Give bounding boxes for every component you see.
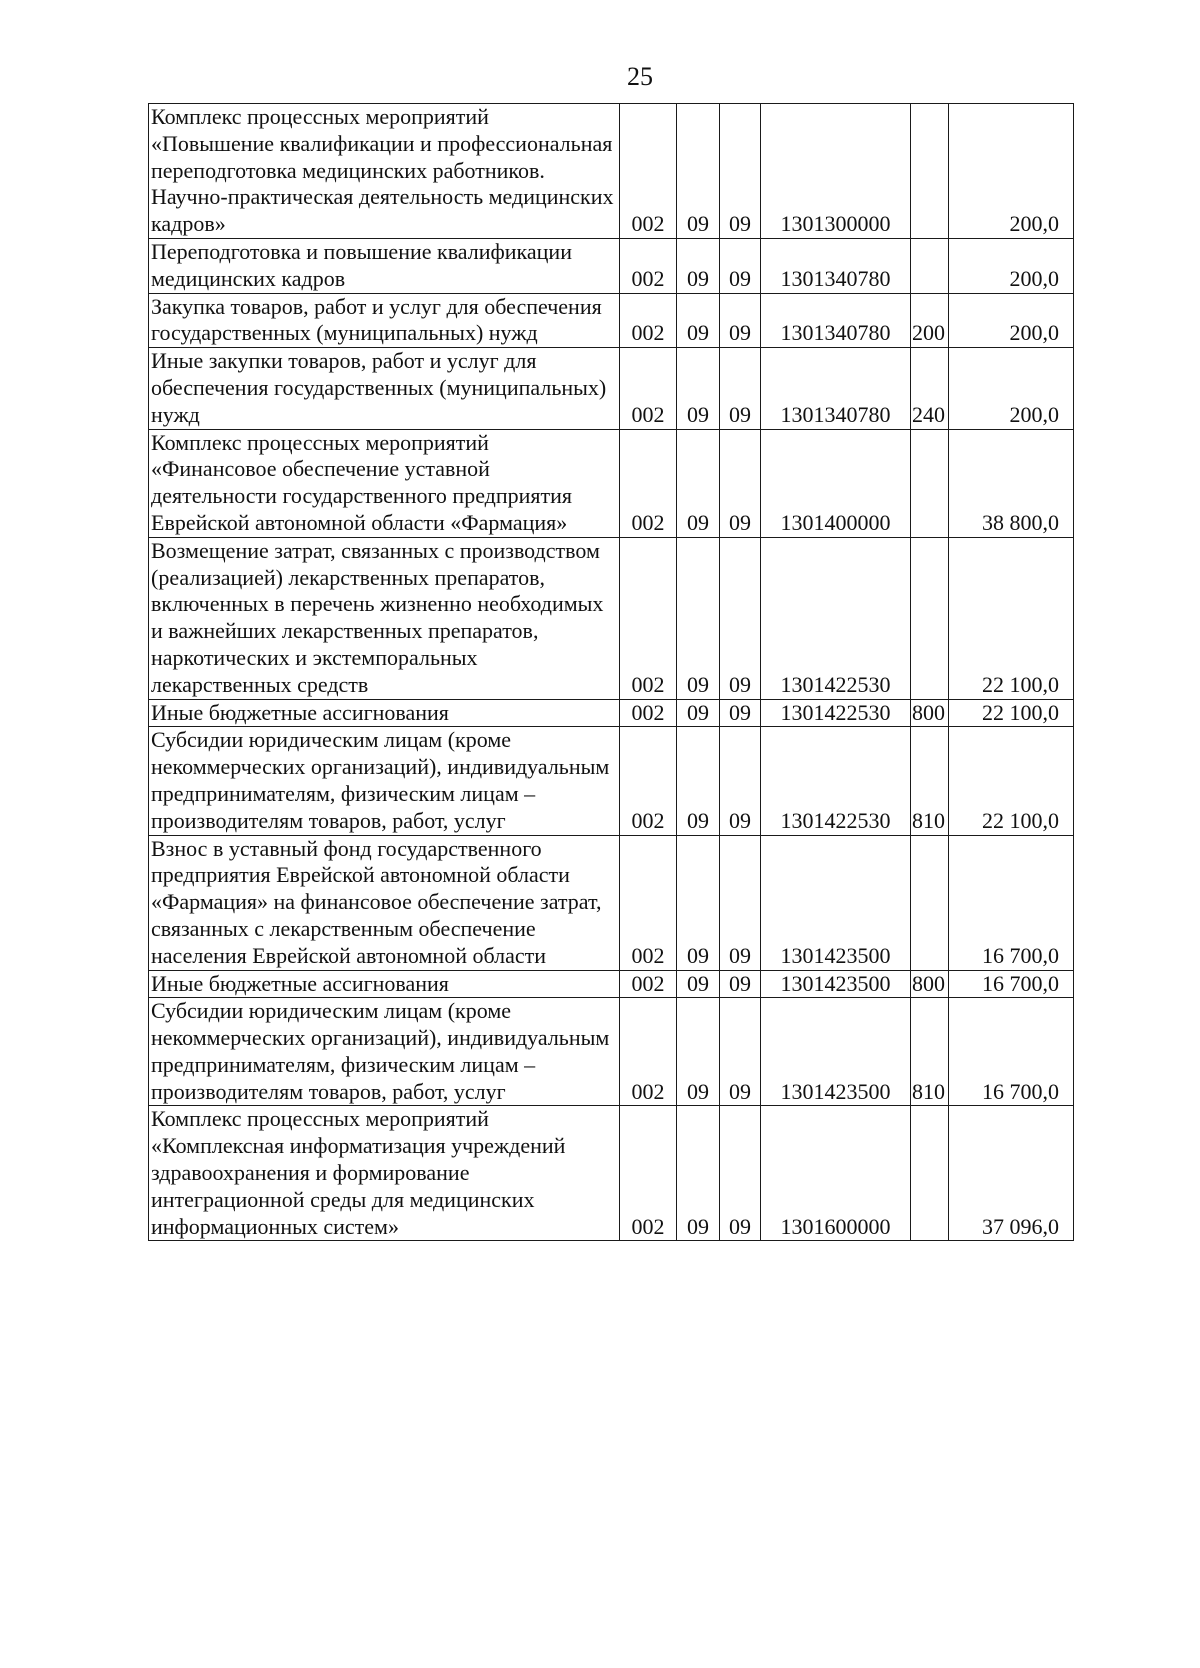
- subsection-code-cell: 09: [720, 429, 761, 537]
- section-code-cell: 09: [677, 537, 720, 699]
- section-code-cell: 09: [677, 348, 720, 429]
- amount-cell: 16 700,0: [949, 998, 1074, 1106]
- ministry-code-cell: 002: [620, 429, 677, 537]
- expense-type-cell: [911, 104, 949, 239]
- table-row: [149, 537, 1074, 699]
- expense-type-cell: 810: [911, 998, 949, 1106]
- ministry-code-cell: 002: [620, 348, 677, 429]
- expense-type-cell: [911, 429, 949, 537]
- amount-cell: 22 100,0: [949, 727, 1074, 835]
- amount-cell: 22 100,0: [949, 537, 1074, 699]
- amount-cell: 200,0: [949, 238, 1074, 293]
- amount-cell: 200,0: [949, 104, 1074, 239]
- expense-type-cell: 240: [911, 348, 949, 429]
- amount-cell: 37 096,0: [949, 1106, 1074, 1241]
- target-article-cell: 1301422530: [761, 727, 911, 835]
- amount-cell: 22 100,0: [949, 699, 1074, 727]
- section-code-cell: 09: [677, 970, 720, 998]
- subsection-code-cell: 09: [720, 348, 761, 429]
- ministry-code-cell: 002: [620, 1106, 677, 1241]
- row-name-cell: Комплекс процессных мероприятий «Повышение квалификации и профессиональная переподготовка медицинских работников. Научно-практическая деятельность медицинских кадров»: [149, 104, 620, 239]
- subsection-code-cell: 09: [720, 1106, 761, 1241]
- section-code-cell: 09: [677, 238, 720, 293]
- target-article-cell: 1301340780: [761, 348, 911, 429]
- section-code-cell: 09: [677, 998, 720, 1106]
- ministry-code-cell: 002: [620, 537, 677, 699]
- target-article-cell: 1301423500: [761, 970, 911, 998]
- expense-type-cell: 800: [911, 970, 949, 998]
- subsection-code-cell: 09: [720, 970, 761, 998]
- row-name-cell: Субсидии юридическим лицам (кроме некоммерческих организаций), индивидуальным предпринимателям, физическим лицам – производителям товаров, работ, услуг: [149, 998, 620, 1106]
- amount-cell: 16 700,0: [949, 835, 1074, 970]
- section-code-cell: 09: [677, 429, 720, 537]
- row-name-cell: Взнос в уставный фонд государственного предприятия Еврейской автономной области «Фармация» на финансовое обеспечение затрат, связанных с лекарственным обеспечение населения Еврейской автономной области: [149, 835, 620, 970]
- ministry-code-cell: 002: [620, 293, 677, 348]
- ministry-code-cell: 002: [620, 727, 677, 835]
- expense-type-cell: 200: [911, 293, 949, 348]
- target-article-cell: 1301400000: [761, 429, 911, 537]
- table-row: [149, 293, 1074, 348]
- target-article-cell: 1301600000: [761, 1106, 911, 1241]
- section-code-cell: 09: [677, 1106, 720, 1241]
- table-row: [149, 727, 1074, 835]
- page-number: 25: [627, 62, 653, 91]
- ministry-code-cell: 002: [620, 970, 677, 998]
- target-article-cell: 1301340780: [761, 238, 911, 293]
- table-row: [149, 998, 1074, 1106]
- target-article-cell: 1301300000: [761, 104, 911, 239]
- subsection-code-cell: 09: [720, 537, 761, 699]
- amount-cell: 200,0: [949, 348, 1074, 429]
- section-code-cell: 09: [677, 699, 720, 727]
- expense-type-cell: 800: [911, 699, 949, 727]
- budget-table-body: [149, 104, 1074, 1241]
- table-row: [149, 238, 1074, 293]
- row-name-cell: Иные бюджетные ассигнования: [149, 699, 620, 727]
- amount-cell: 200,0: [949, 293, 1074, 348]
- table-row: [149, 104, 1074, 239]
- amount-cell: 16 700,0: [949, 970, 1074, 998]
- row-name-cell: Комплекс процессных мероприятий «Комплексная информатизация учреждений здравоохранения и формирование интеграционной среды для медицинских информационных систем»: [149, 1106, 620, 1241]
- subsection-code-cell: 09: [720, 104, 761, 239]
- target-article-cell: 1301423500: [761, 998, 911, 1106]
- ministry-code-cell: 002: [620, 104, 677, 239]
- expense-type-cell: [911, 537, 949, 699]
- ministry-code-cell: 002: [620, 835, 677, 970]
- row-name-cell: Комплекс процессных мероприятий «Финансовое обеспечение уставной деятельности государственного предприятия Еврейской автономной области «Фармация»: [149, 429, 620, 537]
- row-name-cell: Переподготовка и повышение квалификации медицинских кадров: [149, 238, 620, 293]
- ministry-code-cell: 002: [620, 998, 677, 1106]
- row-name-cell: Закупка товаров, работ и услуг для обеспечения государственных (муниципальных) нужд: [149, 293, 620, 348]
- ministry-code-cell: 002: [620, 699, 677, 727]
- row-name-cell: Иные закупки товаров, работ и услуг для обеспечения государственных (муниципальных) нужд: [149, 348, 620, 429]
- target-article-cell: 1301422530: [761, 537, 911, 699]
- section-code-cell: 09: [677, 727, 720, 835]
- row-name-cell: Иные бюджетные ассигнования: [149, 970, 620, 998]
- subsection-code-cell: 09: [720, 835, 761, 970]
- subsection-code-cell: 09: [720, 998, 761, 1106]
- table-row: [149, 970, 1074, 998]
- table-row: [149, 348, 1074, 429]
- subsection-code-cell: 09: [720, 727, 761, 835]
- section-code-cell: 09: [677, 104, 720, 239]
- ministry-code-cell: 002: [620, 238, 677, 293]
- row-name-cell: Субсидии юридическим лицам (кроме некоммерческих организаций), индивидуальным предпринимателям, физическим лицам – производителям товаров, работ, услуг: [149, 727, 620, 835]
- row-name-cell: Возмещение затрат, связанных с производством (реализацией) лекарственных препаратов, включенных в перечень жизненно необходимых и важнейших лекарственных препаратов, наркотических и экстемпоральных лекарственных средств: [149, 537, 620, 699]
- target-article-cell: 1301340780: [761, 293, 911, 348]
- table-row: [149, 1106, 1074, 1241]
- expense-type-cell: 810: [911, 727, 949, 835]
- expense-type-cell: [911, 238, 949, 293]
- target-article-cell: 1301423500: [761, 835, 911, 970]
- expense-type-cell: [911, 835, 949, 970]
- section-code-cell: 09: [677, 835, 720, 970]
- expense-type-cell: [911, 1106, 949, 1241]
- table-row: [149, 835, 1074, 970]
- budget-table: [148, 103, 1074, 1241]
- amount-cell: 38 800,0: [949, 429, 1074, 537]
- section-code-cell: 09: [677, 293, 720, 348]
- target-article-cell: 1301422530: [761, 699, 911, 727]
- subsection-code-cell: 09: [720, 699, 761, 727]
- table-row: [149, 429, 1074, 537]
- table-row: [149, 699, 1074, 727]
- subsection-code-cell: 09: [720, 293, 761, 348]
- subsection-code-cell: 09: [720, 238, 761, 293]
